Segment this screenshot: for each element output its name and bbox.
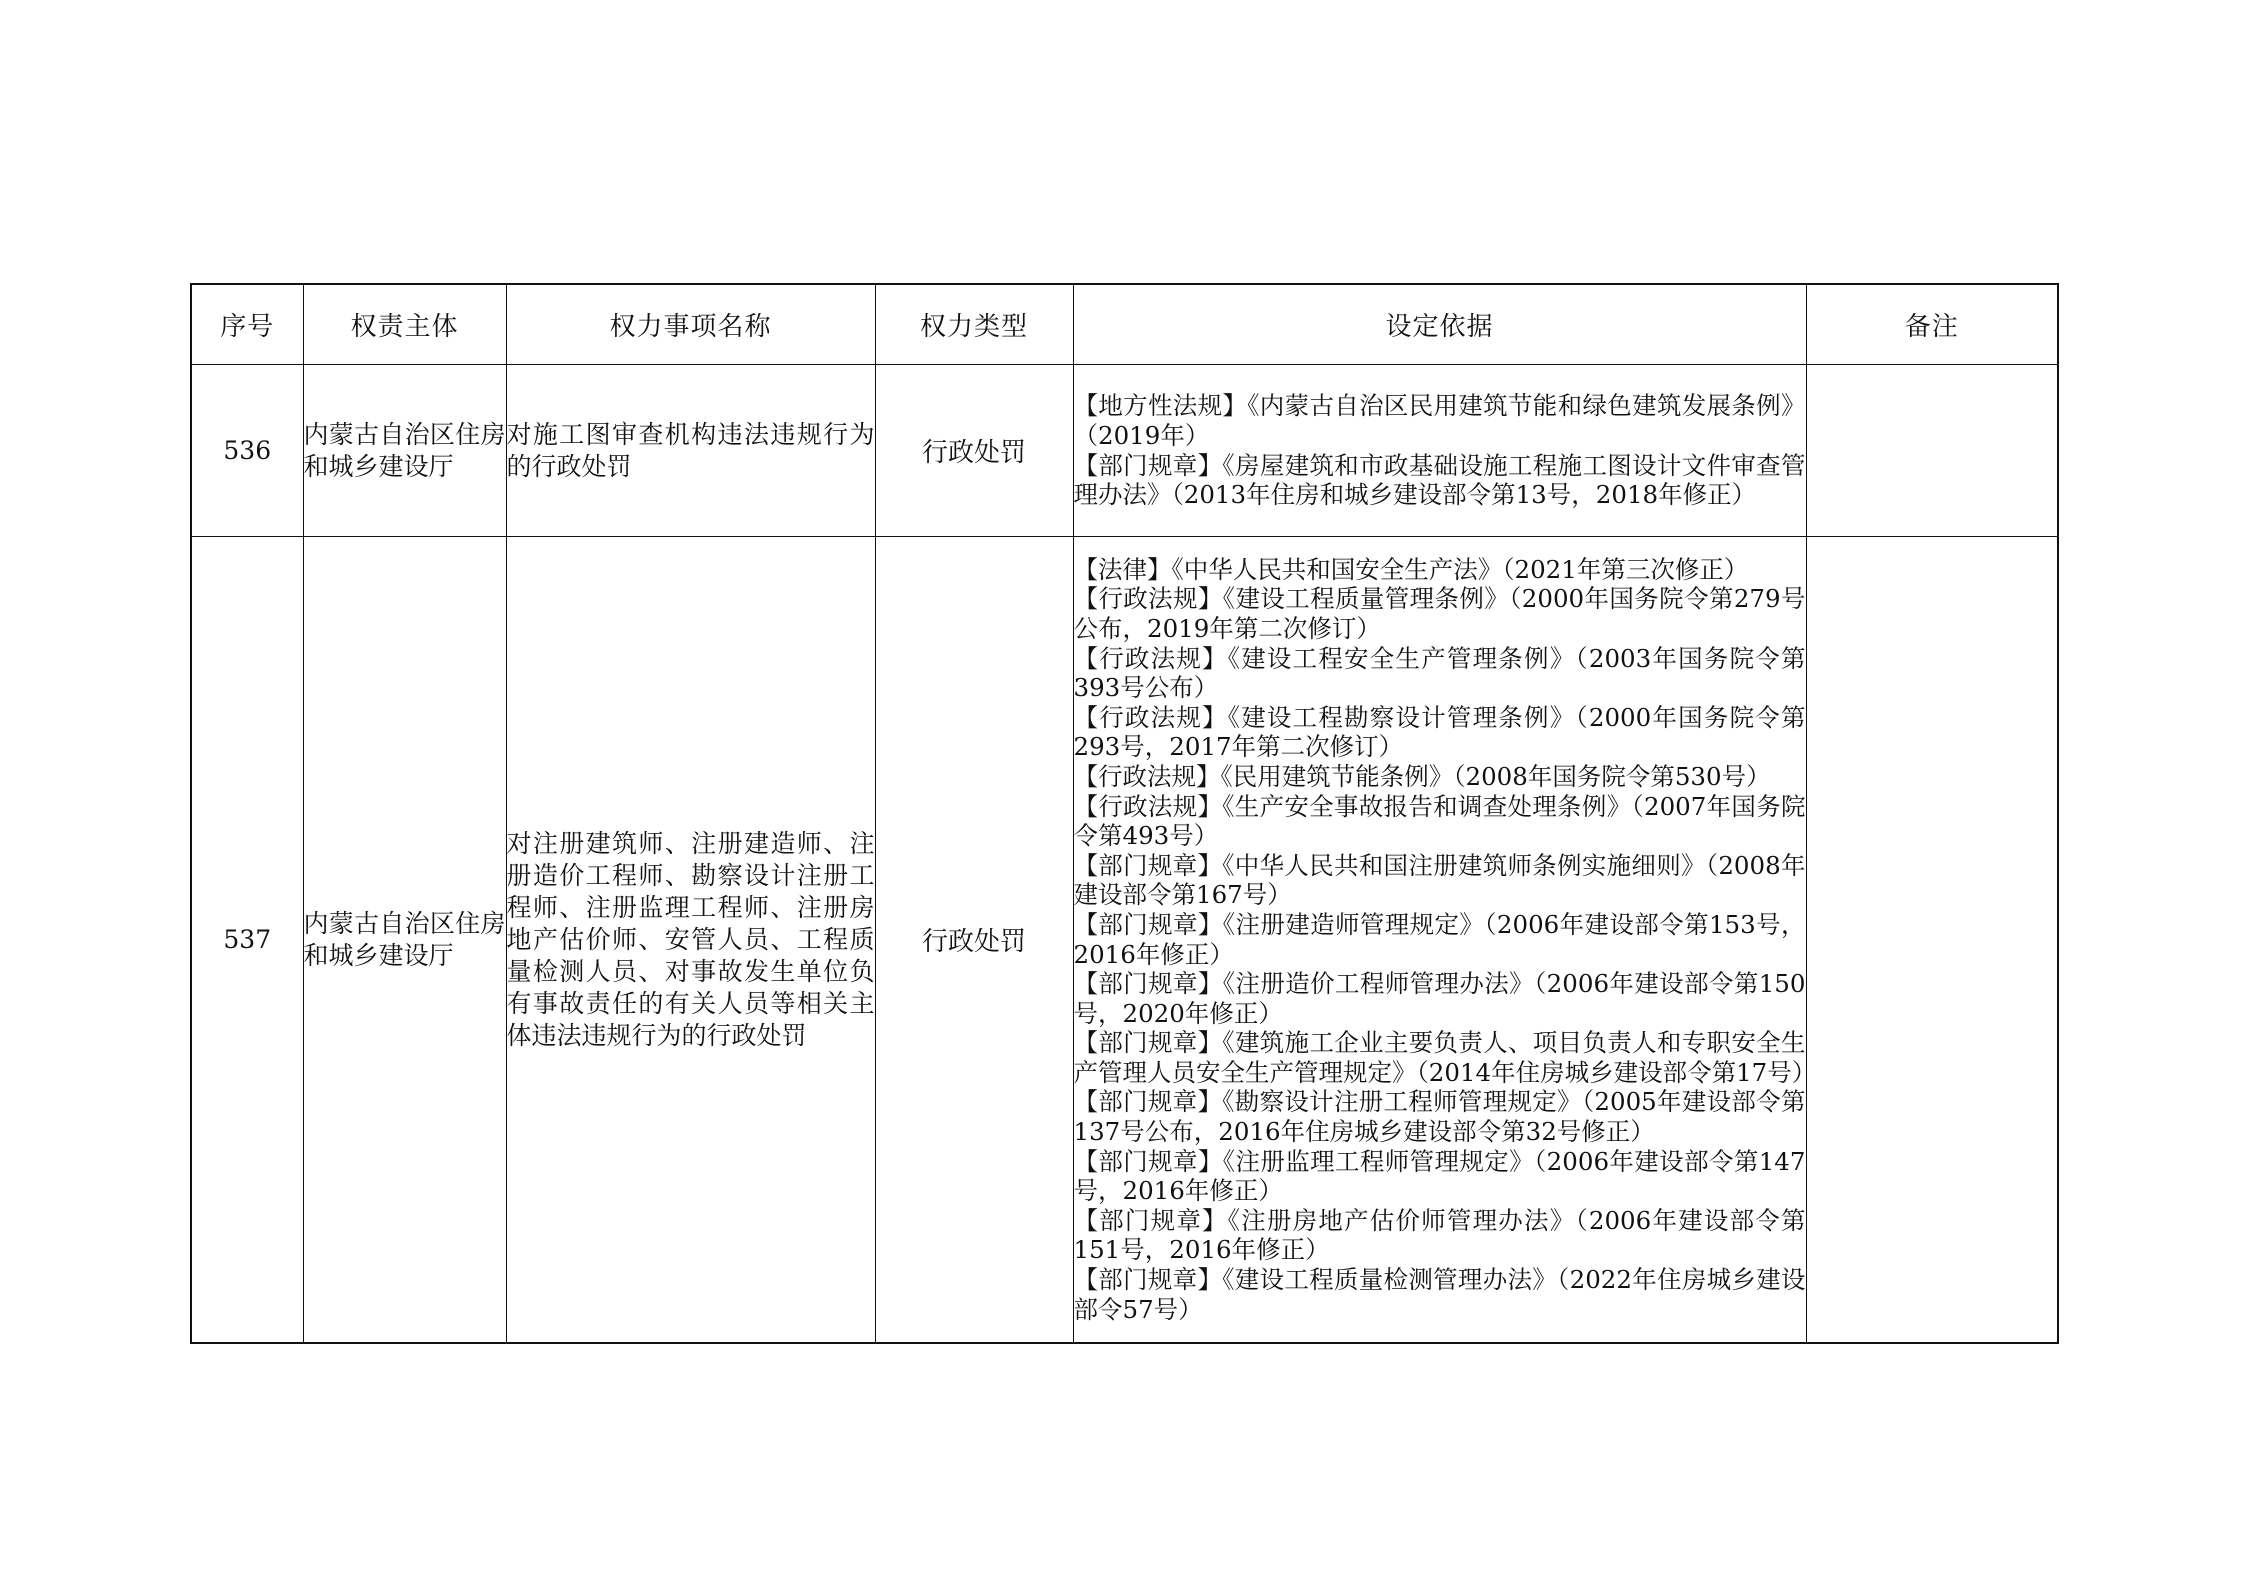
basis-item: 【部门规章】《建筑施工企业主要负责人、项目负责人和专职安全生产管理人员安全生产管理规定》（2014年住房城乡建设部令第17号） xyxy=(1073,1028,1817,1087)
basis-item: 【部门规章】《注册监理工程师管理规定》（2006年建设部令第147号，2016年修正） xyxy=(1073,1146,1806,1206)
row-power-type: 行政处罚 xyxy=(875,365,1073,537)
row-power-type: 行政处罚 xyxy=(875,537,1073,1344)
header-subject: 权责主体 xyxy=(303,284,506,365)
table-row xyxy=(191,537,2058,1344)
basis-item: 【法律】《中华人民共和国安全生产法》（2021年第三次修正） xyxy=(1073,554,1749,584)
basis-item: 【行政法规】《建设工程勘察设计管理条例》（2000年国务院令第293号，2017年第二次修订） xyxy=(1073,702,1806,762)
basis-item: 【部门规章】《房屋建筑和市政基础设施工程施工图设计文件审查管理办法》（2013年住房和城乡建设部令第13号，2018年修正） xyxy=(1073,450,1806,510)
header-note: 备注 xyxy=(1806,284,2058,365)
header-basis: 设定依据 xyxy=(1073,284,1806,365)
basis-item: 【部门规章】《建设工程质量检测管理办法》（2022年住房城乡建设部令57号） xyxy=(1073,1265,1806,1324)
row-note xyxy=(1806,365,2058,537)
power-list-table xyxy=(190,283,2059,1344)
basis-item: 【行政法规】《民用建筑节能条例》（2008年国务院令第530号） xyxy=(1073,761,1771,791)
row-seq: 536 xyxy=(191,365,303,537)
table-row xyxy=(191,365,2058,537)
header-row xyxy=(191,284,2058,365)
row-basis xyxy=(1073,537,1817,1344)
row-subject: 内蒙古自治区住房和城乡建设厅 xyxy=(303,365,506,537)
row-seq: 537 xyxy=(191,537,303,1344)
basis-item: 【部门规章】《注册造价工程师管理办法》（2006年建设部令第150号，2020年修正） xyxy=(1073,969,1806,1028)
basis-item: 【行政法规】《建设工程质量管理条例》（2000年国务院令第279号公布，2019年第二次修订） xyxy=(1073,584,1806,643)
row-note xyxy=(1806,537,2058,1344)
row-power-name: 对注册建筑师、注册建造师、注册造价工程师、勘察设计注册工程师、注册监理工程师、注册房地产估价师、安管人员、工程质量检测人员、对事故发生单位负有事故责任的有关人员等相关主体违法违规行为的行政处罚 xyxy=(506,537,875,1344)
header-name: 权力事项名称 xyxy=(506,284,875,365)
basis-item: 【行政法规】《生产安全事故报告和调查处理条例》（2007年国务院令第493号） xyxy=(1073,791,1806,851)
header-type: 权力类型 xyxy=(875,284,1073,365)
basis-item: 【行政法规】《建设工程安全生产管理条例》（2003年国务院令第393号公布） xyxy=(1073,643,1806,703)
basis-item: 【部门规章】《注册房地产估价师管理办法》（2006年建设部令第151号，2016年修正） xyxy=(1073,1205,1806,1265)
header-seq: 序号 xyxy=(191,284,303,365)
row-power-name: 对施工图审查机构违法违规行为的行政处罚 xyxy=(506,365,875,537)
row-basis xyxy=(1073,365,1806,537)
row-subject: 内蒙古自治区住房和城乡建设厅 xyxy=(303,537,506,1344)
basis-item: 【部门规章】《勘察设计注册工程师管理规定》（2005年建设部令第137号公布，2016年住房城乡建设部令第32号修正） xyxy=(1073,1087,1806,1147)
basis-item: 【部门规章】《中华人民共和国注册建筑师条例实施细则》（2008年建设部令第167号） xyxy=(1073,850,1806,910)
basis-item: 【地方性法规】《内蒙古自治区民用建筑节能和绿色建筑发展条例》（2019年） xyxy=(1073,391,1806,450)
basis-item: 【部门规章】《注册建造师管理规定》（2006年建设部令第153号，2016年修正） xyxy=(1073,909,1806,969)
